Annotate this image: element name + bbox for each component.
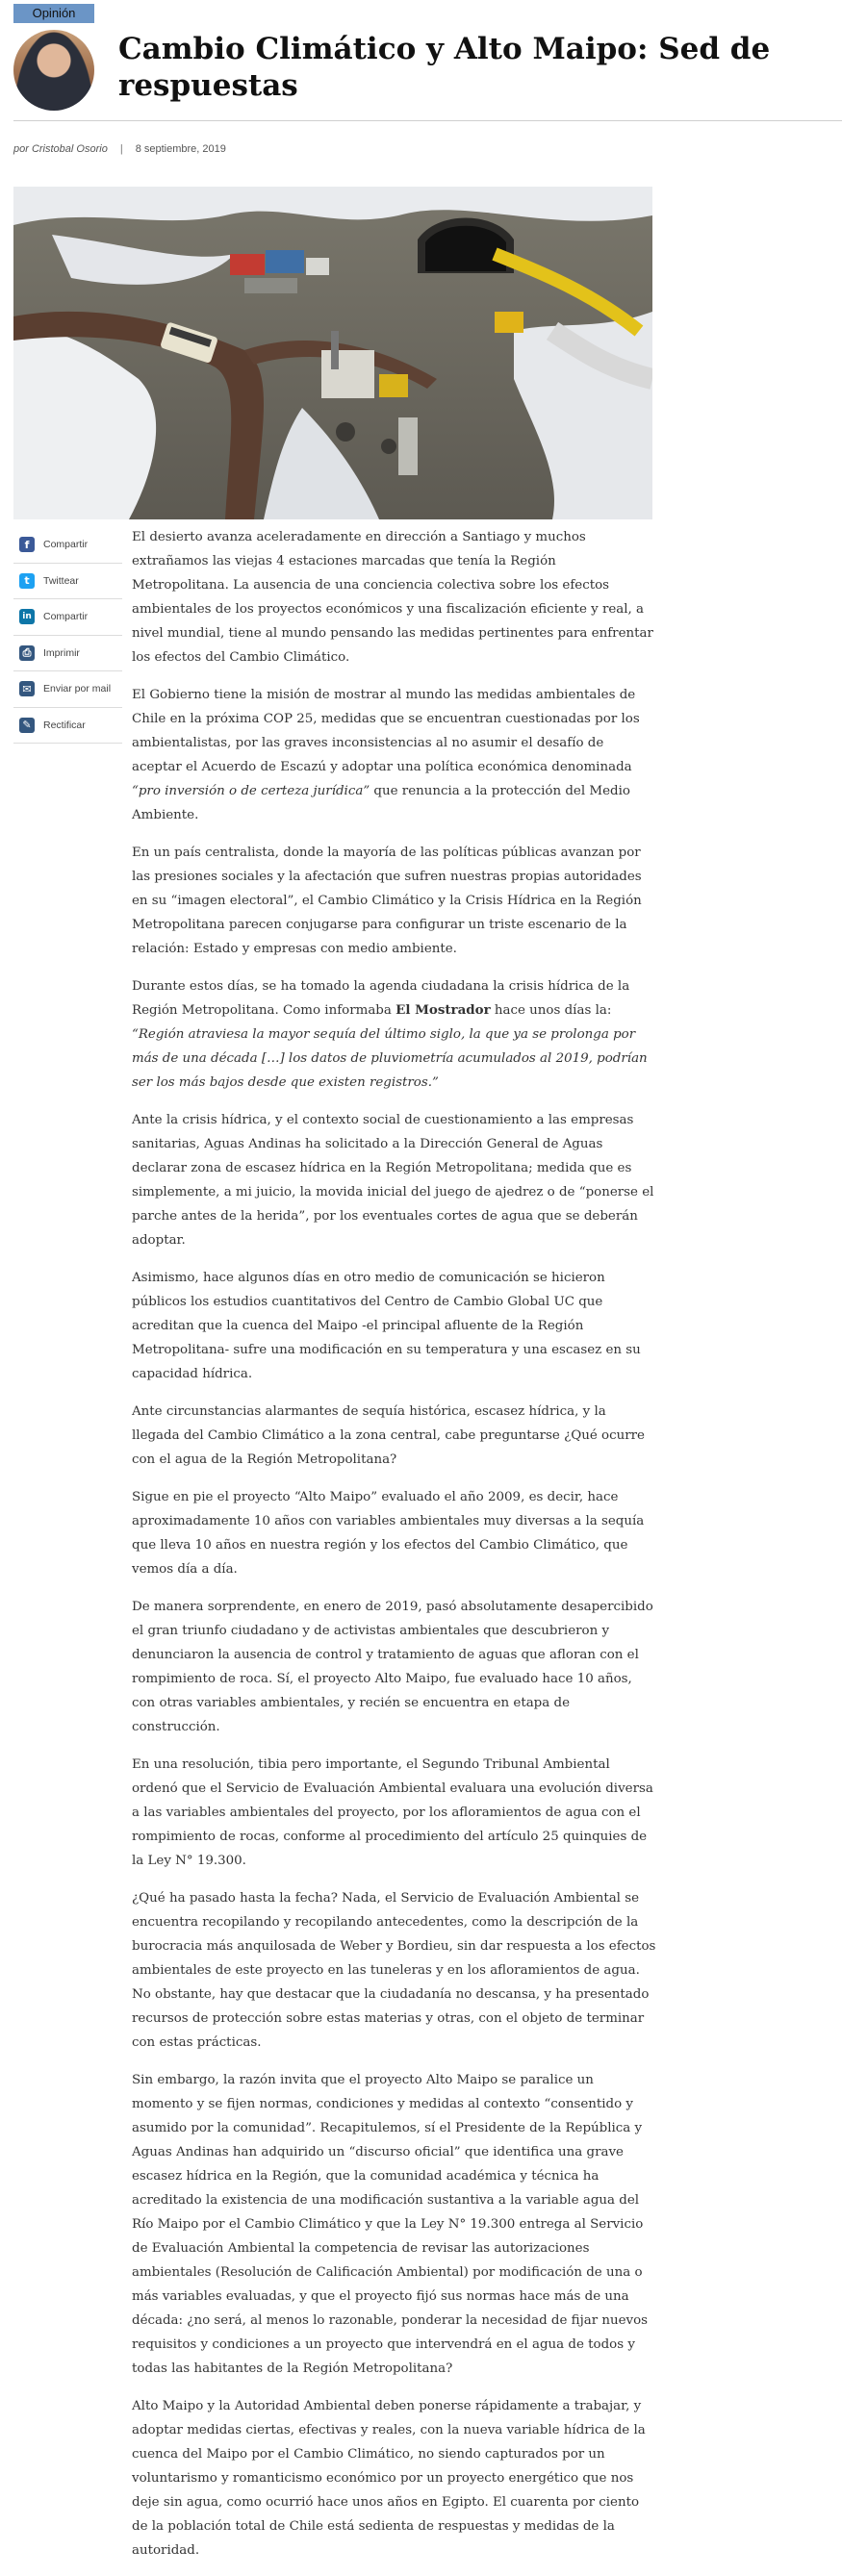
paragraph-text: Durante estos días, se ha tomado la agenda ciudadana la crisis hídrica de la Región Metropolitana. Como informaba [132,979,630,1018]
paragraph-text: hace unos días la: [490,1003,612,1018]
paragraph-text: En un país centralista, donde la mayoría de las políticas públicas avanzan por las presiones sociales y la afectación que sufren nuestras propias autoridades en su “imagen electoral”, el Cambio Climático y la Crisis Hídrica en la Región Metropolitana parecen conjugarse para configurar un triste escenario de la relación: Estado y empresas con medio ambiente. [132,846,642,956]
share-label: Imprimir [43,646,80,659]
paragraph-text: En una resolución, tibia pero importante, el Segundo Tribunal Ambiental ordenó que el Servicio de Evaluación Ambiental evaluara una evolución diversa a las variables ambientales del proyecto, por los afloramientos de agua con el rompimiento de rocas, conforme al procedimiento del artículo 25 quinquies de la Ley N° 19.300. [132,1757,653,1868]
article-paragraph [132,1485,656,1581]
paragraph-text: ¿Qué ha pasado hasta la fecha? Nada, el Servicio de Evaluación Ambiental se encuentra recopilando y recopilando antecedentes, como la descripción de la burocracia más anquilosada de Weber y Bordieu, sin dar respuesta a los efectos ambientales de este proyecto en las tuneleras y en los afloramientos de agua. No obstante, hay que destacar que la ciudadanía no descansa, y ha presentado recursos de protección sobre estas materias y otras, con el objeto de terminar con estas prácticas. [132,1891,656,2050]
article-paragraph [132,1400,656,1472]
article-paragraph [132,1266,656,1386]
share-twitter-button[interactable] [13,564,122,600]
share-label: Compartir [43,611,89,623]
byline-separator: | [119,143,123,155]
paragraph-text: El Gobierno tiene la misión de mostrar al mundo las medidas ambientales de Chile en la próxima COP 25, medidas que se encuentran cuestionadas por los ambientalistas, por las graves inconsistencias al no asumir el desafío de aceptar el Acuerdo de Escazú y adoptar una política económica denominada [132,688,640,774]
paragraph-text: Alto Maipo y la Autoridad Ambiental deben ponerse rápidamente a trabajar, y adoptar medidas ciertas, efectivas y reales, con la nueva variable hídrica de la cuenca del Maipo por el Cambio Climático, no siendo capturados por un voluntarismo y romanticismo económico por un proyecto energético que nos deje sin agua, como ocurrió hace unos años en Egipto. El cuarenta por ciento de la población total de Chile está sedienta de respuestas y medidas de la autoridad. [132,2399,646,2558]
paragraph-text: Ante circunstancias alarmantes de sequía histórica, escasez hídrica, y la llegada del Cambio Climático a la zona central, cabe preguntarse ¿Qué ocurre con el agua de la Región Metropolitana? [132,1404,645,1467]
author-avatar [13,30,94,111]
publish-date: 8 septiembre, 2019 [135,143,226,155]
article-paragraph [132,974,656,1095]
paragraph-text: Asimismo, hace algunos días en otro medio de comunicación se hicieron públicos los estudios cuantitativos del Centro de Cambio Global UC que acreditan que la cuenca del Maipo -el principal afluente de la Región Metropolitana- sufre una modificación en su temperatura y una escasez en su capacidad hídrica. [132,1271,641,1381]
paragraph-text: Sigue en pie el proyecto “Alto Maipo” evaluado el año 2009, es decir, hace aproximadamente 10 años con variables ambientales muy diversas a la sequía que lleva 10 años en nuestra región y los efectos del Cambio Climático, que vemos día a día. [132,1490,645,1577]
article-paragraph [132,841,656,961]
paragraph-text: El desierto avanza aceleradamente en dirección a Santiago y muchos extrañamos las viejas 4 estaciones marcadas que tenía la Región Metropolitana. La ausencia de una conciencia colectiva sobre los efectos ambientales de los proyectos económicos y una fiscalización eficiente y real, a nivel mundial, tiene al mundo pensando las medidas pertinentes para enfrentar los efectos del Cambio Climático. [132,530,653,665]
share-toolbar [13,527,122,744]
mail-icon: ✉ [19,681,35,696]
share-label: Compartir [43,539,89,551]
article-paragraph [132,2394,656,2563]
article-paragraph [132,1595,656,1739]
article-paragraph [132,1753,656,1873]
article-body [132,525,656,2576]
paragraph-text: Ante la crisis hídrica, y el contexto social de cuestionamiento a las empresas sanitarias, Aguas Andinas ha solicitado a la Dirección General de Aguas declarar zona de escasez hídrica en la Región Metropolitana; medida que es simplemente, a mi juicio, la movida inicial del juego de ajedrez o de “ponerse el parche antes de la herida”, por los eventuales cortes de agua que se deberán adoptar. [132,1113,654,1248]
article-paragraph [132,1108,656,1252]
article-paragraph [132,2068,656,2381]
byline [13,143,226,155]
facebook-icon: f [19,537,35,552]
share-facebook-button[interactable] [13,527,122,564]
share-label: Enviar por mail [43,683,112,695]
paragraph-text: Sin embargo, la razón invita que el proyecto Alto Maipo se paralice un momento y se fijen normas, condiciones y medidas al contexto “consentido y asumido por la comunidad”. Recapitulemos, sí el Presidente de la República y Aguas Andinas han adquirido un “discurso oficial” que identifica una grave escasez hídrica en la Región, que la comunidad académica y técnica ha acreditado la existencia de una modificación sustantiva a la variable agua del Río Maipo por el Cambio Climático y que la Ley N° 19.300 entrega al Servicio de Evaluación Ambiental la competencia de revisar las autorizaciones ambientales (Resolución de Calificación Ambiental) por modificación de una o más variables evaluadas, y que el proyecto fijó sus normas hace más de una década: ¿no será, al menos lo razonable, ponderar la necesidad de fijar nuevos requisitos y condiciones a un proyecto que intervendrá en el agua de todos y todas las habitantes de la Región Metropolitana? [132,2073,649,2376]
article-headline: Cambio Climático y Alto Maipo: Sed de respuestas [118,32,771,103]
hero-image [13,187,652,519]
paragraph-text: De manera sorprendente, en enero de 2019, pasó absolutamente desapercibido el gran triunfo ciudadano y de activistas ambientales que descubrieron y denunciaron la ausencia de control y tratamiento de aguas que afloran con el rompimiento de roca. Sí, el proyecto Alto Maipo, fue evaluado hace 10 años, con otras variables ambientales, y recién se encuentra en etapa de construcción. [132,1600,653,1734]
email-button[interactable] [13,671,122,708]
linkedin-icon: in [19,609,35,624]
share-linkedin-button[interactable] [13,599,122,636]
print-icon: ⎙ [19,645,35,661]
author-name[interactable]: por Cristobal Osorio [13,143,108,155]
share-label: Rectificar [43,719,86,731]
article-paragraph [132,1886,656,2055]
source-name: El Mostrador [395,1002,491,1018]
header-divider [13,120,842,121]
paragraph-text: que renuncia a la protección del Medio Ambiente. [132,784,630,822]
rectify-button[interactable] [13,708,122,745]
article-paragraph [132,683,656,827]
quote-text: “Región atraviesa la mayor sequía del último siglo, la que ya se prolonga por más de una década […] los datos de pluviometría acumulados al 2019, podrían ser los más bajos desde que existen registros.” [132,1027,648,1090]
article-paragraph [132,525,656,669]
section-tag[interactable]: Opinión [13,4,94,23]
construction-site-photo [13,187,652,519]
share-label: Twittear [43,574,79,587]
print-button[interactable] [13,636,122,672]
quote-text: “pro inversión o de certeza jurídica” [132,784,370,798]
twitter-icon: t [19,573,35,589]
pencil-icon: ✎ [19,718,35,733]
